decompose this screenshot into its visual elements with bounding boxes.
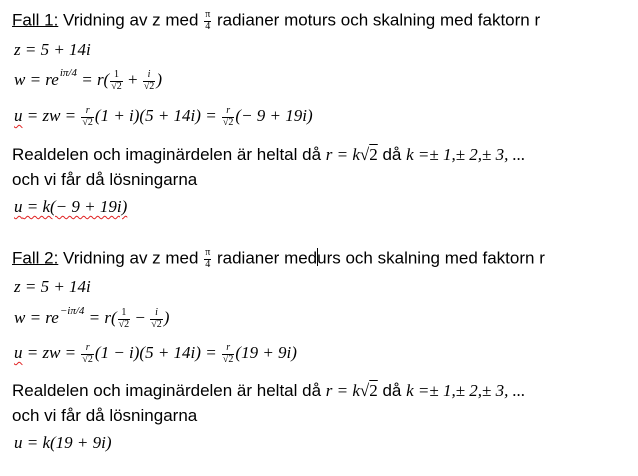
case1-u-mid1: = zw =	[22, 105, 81, 125]
case1-w-frac2-num: i	[143, 70, 156, 82]
case1-u-equation	[14, 106, 313, 128]
case2-w-frac1-den: √2	[118, 318, 130, 330]
case2-heading-pre: Vridning av z med	[58, 248, 204, 268]
case1-text-b: då	[377, 145, 407, 164]
case1-text-c: och vi får då lösningarna	[12, 170, 198, 189]
case2-w-frac2-den: √2	[151, 318, 162, 330]
case2-solution-rest: = k(19 + 9i)	[22, 433, 112, 452]
case2-u-frac1-den: √2	[82, 353, 93, 365]
case1-w-frac2-den: √2	[143, 80, 155, 92]
case2-angle-num: π	[205, 247, 211, 258]
case2-w-lhs: w = re	[14, 307, 59, 327]
case2-w-frac2	[150, 308, 163, 330]
case2-w-operator: −	[131, 307, 150, 327]
case1-u-frac1-num: r	[81, 106, 94, 118]
case1-w-frac1	[110, 70, 123, 92]
case1-u-mid2: (1 + i)(5 + 14i) =	[94, 105, 221, 125]
case1-w-operator: +	[123, 69, 142, 89]
case1-z-equation: z = 5 + 14i	[14, 40, 91, 59]
case1-heading-pre: Vridning av z med	[58, 10, 204, 30]
case2-u-frac2	[222, 343, 235, 365]
case1-sqrt: √2	[359, 145, 378, 164]
case2-u-end: (19 + 9i)	[235, 342, 297, 362]
case2-u-equation	[14, 343, 297, 365]
case1-condition-line	[12, 146, 525, 164]
case1-angle-fraction	[204, 10, 211, 32]
case1-w-lhs: w = re	[14, 69, 59, 89]
case1-u-variable: u	[14, 105, 23, 125]
case2-w-frac1-num: 1	[118, 308, 131, 320]
case2-text-a: Realdelen och imaginärdelen är heltal då	[12, 381, 326, 400]
case1-w-frac1-den: √2	[111, 80, 122, 92]
case2-w-equation	[14, 304, 170, 330]
case1-w-mid: = r(	[76, 69, 110, 89]
case2-cond-k: k =± 1,± 2,± 3, ...	[406, 381, 526, 400]
case1-w-frac2	[143, 70, 156, 92]
case2-z-equation: z = 5 + 14i	[14, 277, 91, 296]
case2-u-mid1: = zw =	[22, 342, 81, 362]
case2-w-frac2-num: i	[150, 308, 163, 320]
case1-solution-rest: = k(− 9 + 19i)	[22, 197, 128, 216]
case1-u-frac1	[81, 106, 94, 128]
case2-angle-den: 4	[205, 258, 211, 270]
case1-sqrt-value: 2	[369, 145, 378, 164]
case2-solution-variable: u	[14, 433, 23, 452]
case1-solution	[14, 198, 127, 215]
case2-solution	[14, 434, 112, 451]
case1-heading	[12, 10, 540, 32]
case1-u-frac2	[222, 106, 235, 128]
case1-cond-r: r = k	[325, 145, 360, 164]
case1-u-frac2-num: r	[222, 106, 235, 118]
case1-angle-den: 4	[205, 20, 211, 32]
case2-u-frac2-den: √2	[222, 353, 234, 365]
case1-u-frac1-den: √2	[82, 116, 93, 128]
case1-u-frac2-den: √2	[222, 116, 234, 128]
case1-w-exponent: iπ/4	[59, 66, 77, 79]
case2-u-variable: u	[14, 342, 23, 362]
case2-heading	[12, 248, 545, 270]
case2-u-frac2-num: r	[222, 343, 235, 355]
case2-heading-post-a: radianer med	[212, 248, 318, 268]
case2-sqrt-value: 2	[369, 381, 378, 400]
case2-heading-label: Fall 2:	[12, 248, 59, 268]
case2-condition-line	[12, 382, 525, 400]
case1-angle-num: π	[205, 9, 211, 20]
case2-u-frac1-num: r	[81, 343, 94, 355]
case2-text-c: och vi får då lösningarna	[12, 406, 198, 425]
case1-w-equation	[14, 66, 162, 92]
case1-u-end: (− 9 + 19i)	[235, 105, 313, 125]
case1-heading-post: radianer moturs och skalning med faktorn r	[212, 10, 541, 30]
case2-angle-fraction	[204, 248, 211, 270]
case1-w-frac1-num: 1	[110, 70, 123, 82]
case2-u-frac1	[81, 343, 94, 365]
case2-heading-post-b: urs och skalning med faktorn r	[317, 248, 545, 268]
case1-text-a: Realdelen och imaginärdelen är heltal då	[12, 145, 326, 164]
case2-sqrt: √2	[359, 381, 378, 400]
case1-heading-label: Fall 1:	[12, 10, 59, 30]
case2-u-mid2: (1 − i)(5 + 14i) =	[94, 342, 221, 362]
case2-w-exponent: −iπ/4	[59, 304, 85, 317]
case1-w-close: )	[156, 69, 162, 89]
case1-solution-variable: u	[14, 197, 23, 216]
case2-w-frac1	[118, 308, 131, 330]
case1-cond-k: k =± 1,± 2,± 3, ...	[406, 145, 526, 164]
case2-text-b: då	[377, 381, 407, 400]
case2-w-mid: = r(	[84, 307, 117, 327]
case2-cond-r: r = k	[325, 381, 360, 400]
case2-w-close: )	[163, 307, 170, 327]
